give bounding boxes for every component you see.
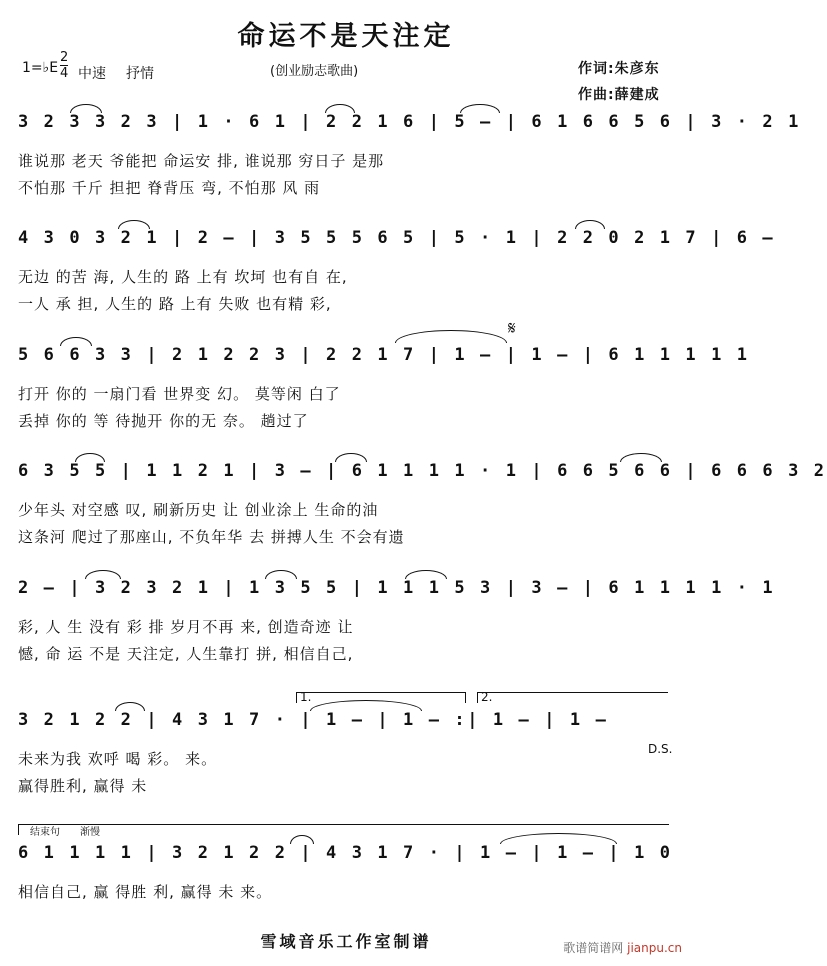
lyric-line-3-verse-2: 丢掉 你的 等 待抛开 你的无 奈。 趟过了 xyxy=(18,412,309,430)
notation-line-7: 6 1 1 1 1 | 3 2 1 2 2 | 4 3 1 7 · | 1 – | 1 – | 1 0 xyxy=(18,843,673,863)
watermark-site-name: 歌谱简谱网 xyxy=(563,941,624,955)
lyric-line-2-verse-1: 无边 的苦 海, 人生的 路 上有 坎坷 也有自 在, xyxy=(18,268,348,286)
ending-phrase-label: 结束句 xyxy=(30,827,60,838)
lyricist-credit: 作词:朱彦东 xyxy=(578,61,660,77)
lyric-line-1-verse-2: 不怕那 千斤 担把 脊背压 弯, 不怕那 风 雨 xyxy=(18,179,321,197)
slur xyxy=(60,337,92,346)
notation-line-6: 3 2 1 2 2 | 4 3 1 7 · | 1 – | 1 – :| 1 – | 1 – xyxy=(18,710,609,730)
lyric-line-6-verse-1: 未来为我 欢呼 喝 彩。 来。 xyxy=(18,750,218,768)
lyric-line-5-verse-1: 彩, 人 生 没有 彩 排 岁月不再 来, 创造奇迹 让 xyxy=(18,618,354,636)
slur xyxy=(85,570,121,579)
notation-line-1: 3 2 3 3 2 3 | 1 · 6 1 | 2 2 1 6 | 5 – | 6 1 6 6 5 6 | 3 · 2 1 xyxy=(18,112,801,132)
slur xyxy=(575,220,605,229)
second-ending-bracket xyxy=(477,692,668,703)
watermark xyxy=(563,939,682,956)
slur xyxy=(335,453,367,462)
lyric-line-6-verse-2: 赢得胜利, 赢得 未 xyxy=(18,777,148,795)
watermark-site-domain: jianpu.cn xyxy=(627,941,682,955)
first-ending-label: 1. xyxy=(300,690,312,704)
slur xyxy=(118,220,150,229)
ritardando-label: 渐慢 xyxy=(80,827,100,838)
footer-credit: 雪域音乐工作室制谱 xyxy=(260,932,432,951)
slur xyxy=(405,570,447,579)
lyric-line-3-verse-1: 打开 你的 一扇门看 世界变 幻。 莫等闲 白了 xyxy=(18,385,341,403)
slur xyxy=(265,570,297,579)
time-signature-denominator: 4 xyxy=(60,66,69,81)
notation-line-3: 5 6 6 3 3 | 2 1 2 2 3 | 2 2 1 7 | 1 – | 1 – | 6 1 1 1 1 1 xyxy=(18,345,750,365)
lyric-line-2-verse-2: 一人 承 担, 人生的 路 上有 失败 也有精 彩, xyxy=(18,295,332,313)
lyric-line-5-verse-2: 憾, 命 运 不是 天注定, 人生靠打 拼, 相信自己, xyxy=(18,645,354,663)
slur xyxy=(460,104,500,113)
slur xyxy=(115,702,145,711)
key-signature: 1=♭E xyxy=(22,60,59,76)
slur xyxy=(75,453,105,462)
slur xyxy=(290,835,314,844)
notation-line-2: 4 3 0 3 2 1 | 2 – | 3 5 5 5 6 5 | 5 · 1 | 2 2 0 2 1 7 | 6 – xyxy=(18,228,776,248)
mood-marking: 抒情 xyxy=(126,66,154,82)
dal-segno-marking: D.S. xyxy=(648,742,673,756)
subtitle: (创业励志歌曲) xyxy=(270,64,359,79)
time-signature-numerator: 2 xyxy=(60,50,69,65)
segno-sign: 𝄋 xyxy=(508,318,516,339)
notation-line-4: 6 3 5 5 | 1 1 2 1 | 3 – | 6 1 1 1 1 · 1 | 6 6 5 6 6 | 6 6 6 3 2 xyxy=(18,461,827,481)
second-ending-label: 2. xyxy=(481,690,493,704)
slur xyxy=(325,104,355,113)
song-title: 命运不是天注定 xyxy=(237,21,455,52)
lyric-line-4-verse-1: 少年头 对空感 叹, 刷新历史 让 创业涂上 生命的油 xyxy=(18,501,379,519)
slur xyxy=(395,330,507,343)
notation-line-5: 2 – | 3 2 3 2 1 | 1 3 5 5 | 1 1 1 5 3 | 3 – | 6 1 1 1 1 · 1 xyxy=(18,578,776,598)
lyric-line-1-verse-1: 谁说那 老天 爷能把 命运安 排, 谁说那 穷日子 是那 xyxy=(18,152,385,170)
lyric-line-4-verse-2: 这条河 爬过了那座山, 不负年华 去 拼搏人生 不会有遗 xyxy=(18,528,405,546)
composer-credit: 作曲:薛建成 xyxy=(578,87,660,103)
slur xyxy=(70,104,102,113)
lyric-line-7-verse-1: 相信自己, 赢 得胜 利, 赢得 未 来。 xyxy=(18,883,273,901)
tempo-marking: 中速 xyxy=(78,66,106,82)
slur xyxy=(620,453,662,462)
time-signature xyxy=(60,50,68,81)
